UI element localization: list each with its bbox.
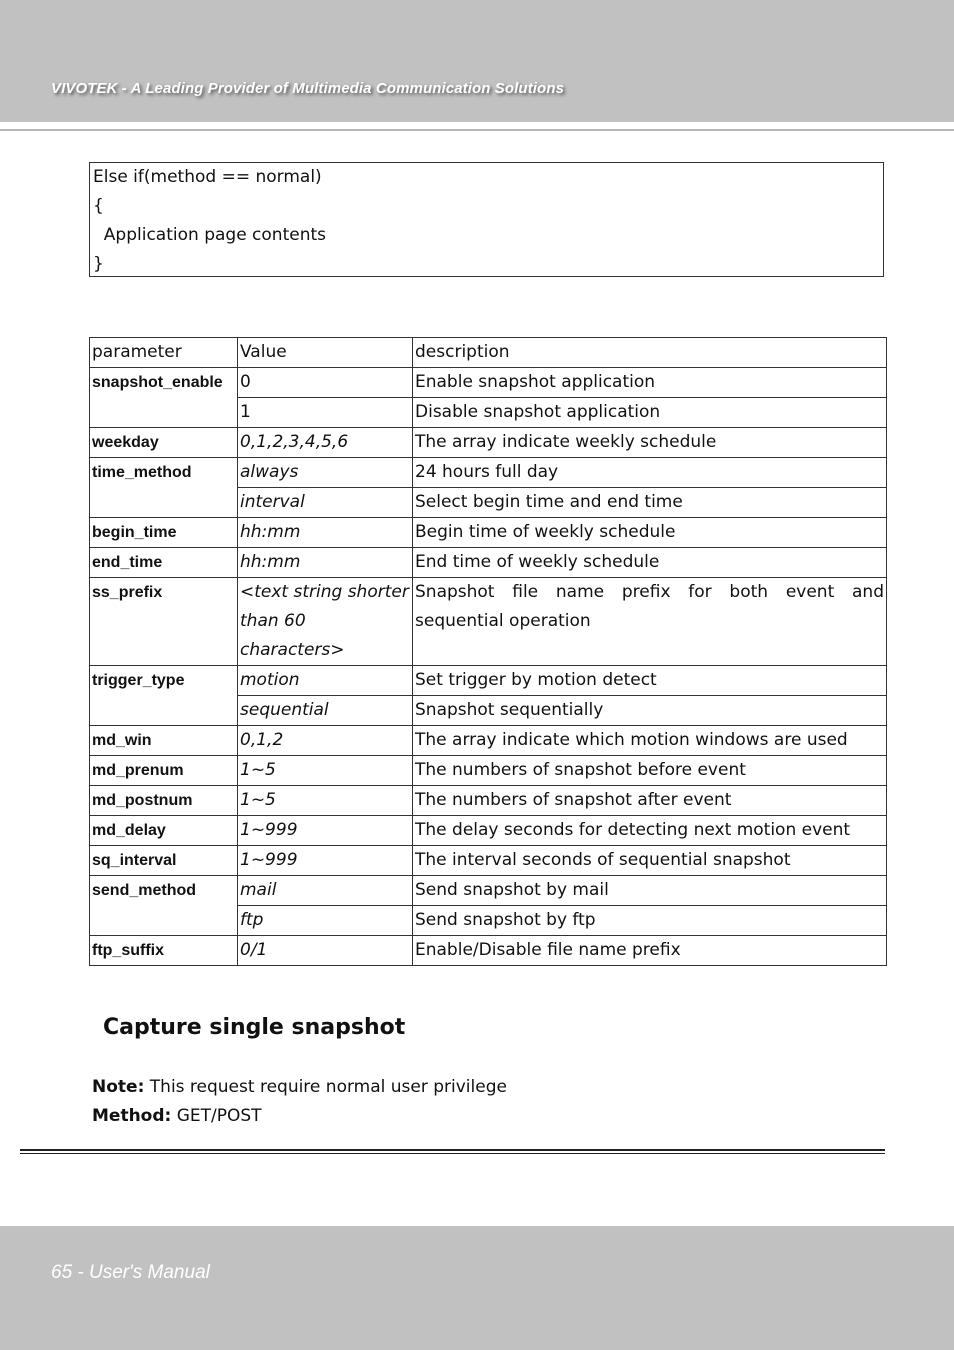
method-line [92,1106,262,1126]
param-value: sequential [238,696,413,726]
table-row [90,666,887,696]
param-description: The delay seconds for detecting next motion event [413,816,887,846]
param-name: send_method [90,876,238,936]
param-name: weekday [90,428,238,458]
header-band [0,0,954,122]
param-description: Disable snapshot application [413,398,887,428]
column-header-description: description [413,338,887,368]
param-description: Select begin time and end time [413,488,887,518]
page-number: 65 - User's Manual [51,1262,210,1283]
code-block [89,162,884,277]
param-value: 1~999 [238,816,413,846]
code-line: Else if(method == normal) [93,167,322,187]
param-description: 24 hours full day [413,458,887,488]
param-value: 0,1,2,3,4,5,6 [238,428,413,458]
param-description: Send snapshot by mail [413,876,887,906]
param-value: 0 [238,368,413,398]
param-name: begin_time [90,518,238,548]
table-row [90,458,887,488]
param-value: hh:mm [238,518,413,548]
param-name: time_method [90,458,238,518]
param-description: Send snapshot by ftp [413,906,887,936]
param-description: Snapshot sequentially [413,696,887,726]
param-name: snapshot_enable [90,368,238,428]
param-name: md_prenum [90,756,238,786]
table-row [90,428,887,458]
note-line [92,1077,507,1097]
param-name: trigger_type [90,666,238,726]
param-description: Set trigger by motion detect [413,666,887,696]
param-value: 1~5 [238,756,413,786]
table-row [90,816,887,846]
table-row [90,368,887,398]
table-row [90,876,887,906]
param-description: The array indicate weekly schedule [413,428,887,458]
method-text: GET/POST [171,1106,262,1126]
param-description: End time of weekly schedule [413,548,887,578]
param-value: hh:mm [238,548,413,578]
note-label: Note: [92,1077,145,1097]
param-value: 0/1 [238,936,413,966]
param-value: interval [238,488,413,518]
parameter-table [89,337,887,966]
table-row [90,578,887,666]
param-description: The numbers of snapshot after event [413,786,887,816]
section-title: Capture single snapshot [103,1015,406,1040]
method-label: Method: [92,1106,172,1126]
footer-band [0,1226,954,1350]
param-description: The numbers of snapshot before event [413,756,887,786]
param-description: The interval seconds of sequential snapshot [413,846,887,876]
code-line: } [93,254,104,274]
table-row [90,846,887,876]
note-text: This request require normal user privilege [144,1077,507,1097]
param-description: Snapshot file name prefix for both event and sequential operation [413,578,887,666]
table-row [90,786,887,816]
param-name: ss_prefix [90,578,238,666]
param-value: <text string shorter than 60 characters> [238,578,413,666]
param-description: Enable snapshot application [413,368,887,398]
param-value: 1 [238,398,413,428]
param-value: ftp [238,906,413,936]
header-title: VIVOTEK - A Leading Provider of Multimedia Communication Solutions [51,80,565,97]
param-value: 1~5 [238,786,413,816]
code-line: Application page contents [93,225,327,245]
table-header-row [90,338,887,368]
param-name: md_postnum [90,786,238,816]
param-value: 1~999 [238,846,413,876]
param-value: motion [238,666,413,696]
param-value: always [238,458,413,488]
footer-divider [20,1153,885,1154]
param-name: end_time [90,548,238,578]
table-row [90,936,887,966]
param-name: ftp_suffix [90,936,238,966]
table-row [90,756,887,786]
param-name: md_win [90,726,238,756]
param-name: sq_interval [90,846,238,876]
param-name: md_delay [90,816,238,846]
column-header-parameter: parameter [90,338,238,368]
param-description: Begin time of weekly schedule [413,518,887,548]
table-row [90,726,887,756]
param-description: Enable/Disable file name prefix [413,936,887,966]
footer-divider [20,1149,885,1151]
table-row [90,518,887,548]
column-header-value: Value [238,338,413,368]
param-value: 0,1,2 [238,726,413,756]
param-value: mail [238,876,413,906]
param-description: The array indicate which motion windows are used [413,726,887,756]
header-divider [0,129,954,131]
code-line: { [93,196,104,216]
table-row [90,548,887,578]
